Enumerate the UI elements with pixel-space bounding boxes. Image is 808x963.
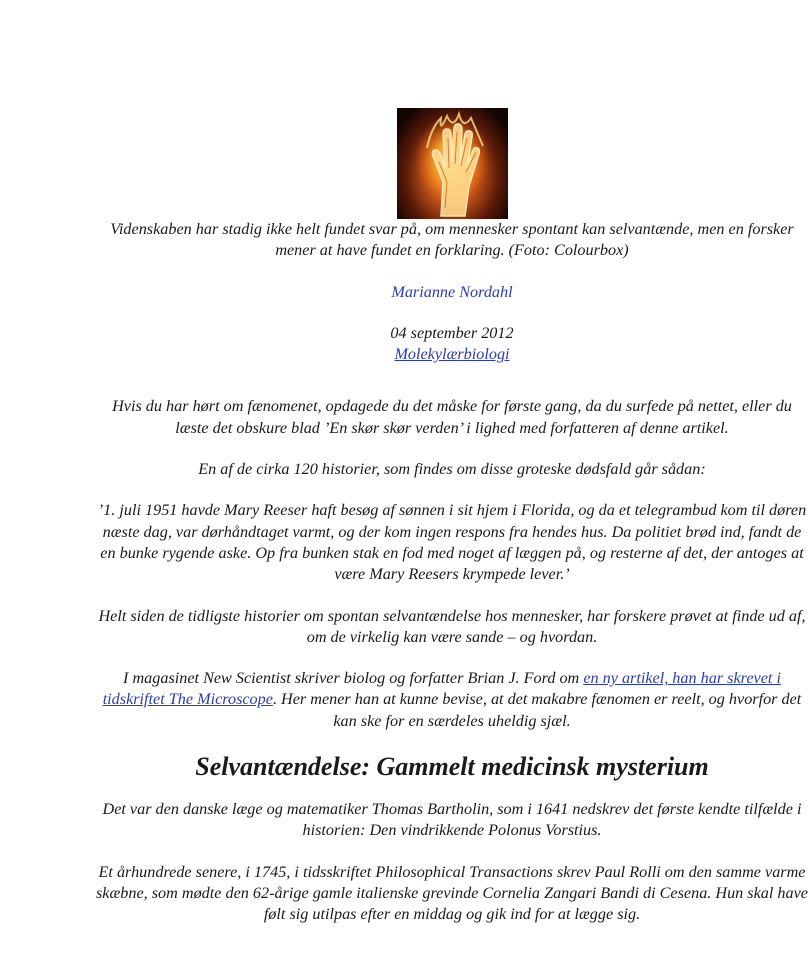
paragraph-text: . Her mener han at kunne bevise, at det makabre fænomen er reelt, og hvorfor det kan ske for en særdeles uheldig sjæl. <box>272 690 802 730</box>
paragraph-text: I magasinet New Scientist skriver biolog og forfatter Brian J. Ford om <box>123 669 584 688</box>
body-paragraph-4 <box>96 668 808 732</box>
author-link[interactable]: Marianne Nordahl <box>391 282 513 301</box>
body-paragraph-5: Det var den danske læge og matematiker Thomas Bartholin, som i 1641 nedskrev det første kendte tilfælde i historien: Den vindrikkende Polonus Vorstius. <box>102 800 802 840</box>
body-paragraph-3: Helt siden de tidligste historier om spontan selvantændelse hos mennesker, har forskere prøvet at finde ud af, om de virkelig kan være sande – og hvordan. <box>98 606 806 646</box>
publish-date: 04 september 2012 <box>390 323 514 342</box>
category-link[interactable]: Molekylærbiologi <box>394 345 510 364</box>
body-paragraph-6: Et århundrede senere, i 1745, i tidsskriftet Philosophical Transactions skrev Paul Rolli om den samme varme skæbne, som mødte den 62-årige gamle italienske grevinde Cornelia Zangari Bandi di Cesena. Hun skal have følt sig utilpas efter en middag og gik ind for at lægge sig. <box>96 862 808 924</box>
burning-hand-photo <box>397 108 508 219</box>
microscope-article-link[interactable]: en ny artikel, han har skrevet i tidskriftet The Microscope <box>102 669 781 709</box>
lead-paragraph: Hvis du har hørt om fænomenet, opdagede du det måske for første gang, da du surfede på nettet, eller du læste det obskure blad ’En skør skør verden’ i lighed med forfatteren af denne artikel. <box>112 397 792 437</box>
body-paragraph-2: ’1. juli 1951 havde Mary Reeser haft besøg af sønnen i sit hjem i Florida, og da et telegrambud kom til døren næste dag, var dørhåndtaget varmt, og der kom ingen respons fra hendes hus. Da politiet brød ind, fandt de en bunke rygende aske. Op fra bunken stak en fod med noget af læggen på, og resterne af det, der antoges at være Mary Reesers krympede lever.’ <box>97 501 807 584</box>
photo-container <box>96 108 808 219</box>
photo-caption: Videnskaben har stadig ikke helt fundet svar på, om mennesker spontant kan selvantænde, men en forsker mener at have fundet en forklaring. (Foto: Colourbox) <box>110 220 794 260</box>
burning-hand-icon <box>397 108 508 219</box>
article-column <box>96 108 808 926</box>
body-paragraph-1: En af de cirka 120 historier, som findes om disse groteske dødsfald går sådan: <box>198 460 706 479</box>
section-heading: Selvantændelse: Gammelt medicinsk mysterium <box>195 752 709 782</box>
